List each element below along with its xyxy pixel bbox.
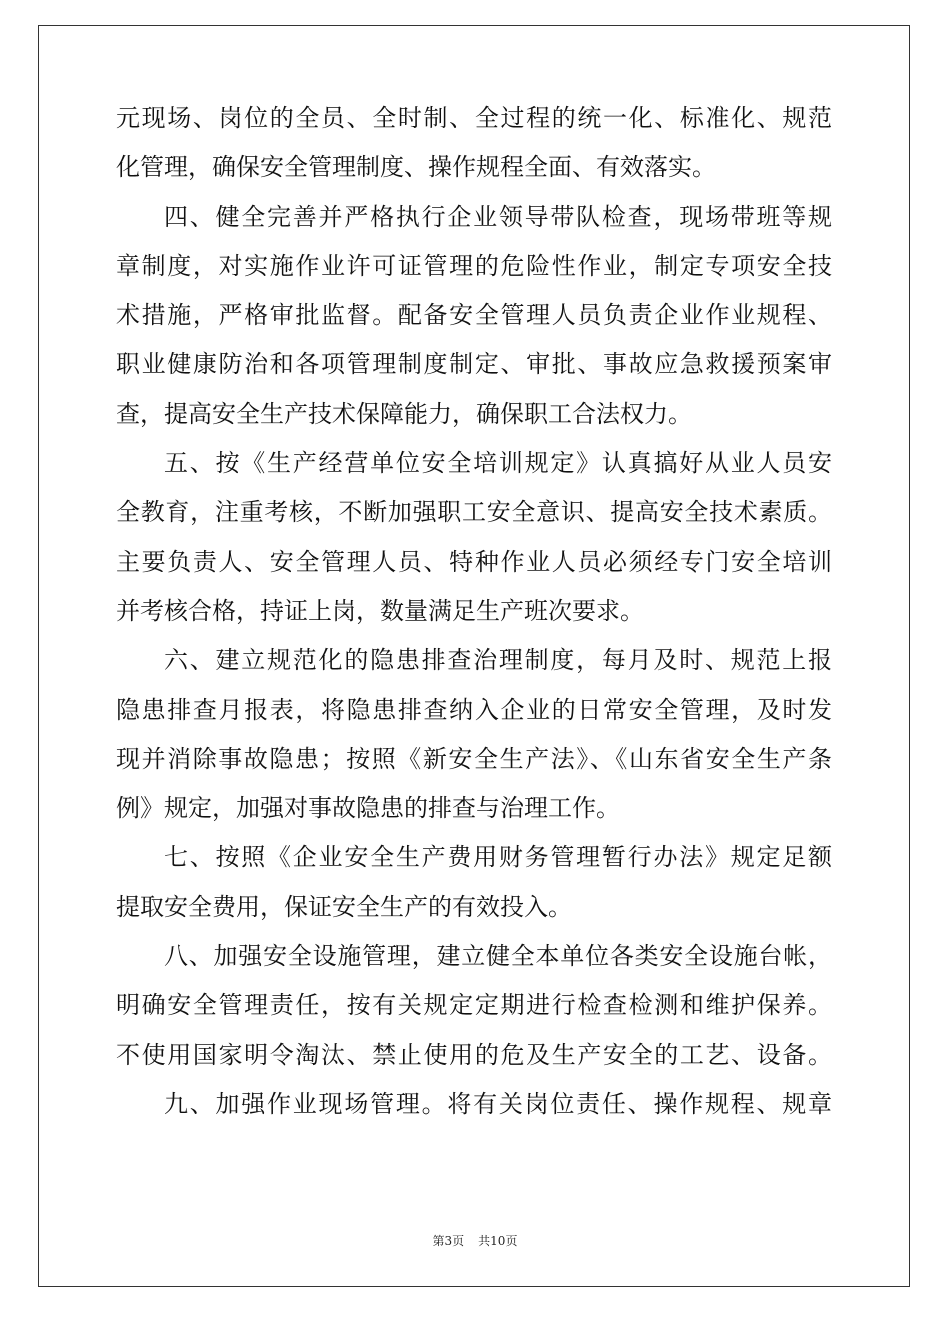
text-line: 六、建立规范化的隐患排查治理制度，每月及时、规范上报 — [164, 646, 832, 675]
text-line: 八、加强安全设施管理，建立健全本单位各类安全设施台帐， — [164, 942, 832, 971]
text-line: 主要负责人、安全管理人员、特种作业人员必须经专门安全培训 — [116, 547, 832, 576]
text-line: 七、按照《企业安全生产费用财务管理暂行办法》规定足额 — [164, 843, 832, 872]
text-line: 全教育，注重考核，不断加强职工安全意识、提高安全技术素质。 — [116, 498, 832, 527]
page-footer — [0, 1232, 950, 1249]
page-total: 共10页 — [478, 1234, 518, 1248]
text-line: 职业健康防治和各项管理制度制定、审批、事故应急救援预案审 — [116, 350, 832, 379]
text-line: 查，提高安全生产技术保障能力，确保职工合法权力。 — [116, 399, 692, 428]
text-line: 例》规定，加强对事故隐患的排查与治理工作。 — [116, 794, 620, 823]
text-line: 明确安全管理责任，按有关规定定期进行检查检测和维护保养。 — [116, 991, 832, 1020]
text-line: 五、按《生产经营单位安全培训规定》认真搞好从业人员安 — [164, 449, 832, 478]
text-line: 元现场、岗位的全员、全时制、全过程的统一化、标准化、规范 — [116, 104, 832, 132]
text-line: 章制度，对实施作业许可证管理的危险性作业，制定专项安全技 — [116, 251, 832, 280]
document-body — [116, 94, 832, 1129]
text-line: 并考核合格，持证上岗，数量满足生产班次要求。 — [116, 596, 644, 625]
text-line: 提取安全费用，保证安全生产的有效投入。 — [116, 892, 572, 921]
page-number: 第3页 — [432, 1234, 465, 1248]
text-line: 术措施，严格审批监督。配备安全管理人员负责企业作业规程、 — [116, 301, 832, 330]
text-line: 化管理，确保安全管理制度、操作规程全面、有效落实。 — [116, 153, 716, 182]
text-line: 九、加强作业现场管理。将有关岗位责任、操作规程、规章 — [164, 1089, 832, 1118]
text-line: 隐患排查月报表，将隐患排查纳入企业的日常安全管理，及时发 — [116, 695, 832, 724]
text-line: 现并消除事故隐患；按照《新安全生产法》、《山东省安全生产条 — [116, 744, 832, 773]
text-line: 不使用国家明令淘汰、禁止使用的危及生产安全的工艺、设备。 — [116, 1040, 832, 1069]
text-line: 四、健全完善并严格执行企业领导带队检查，现场带班等规 — [164, 202, 832, 231]
